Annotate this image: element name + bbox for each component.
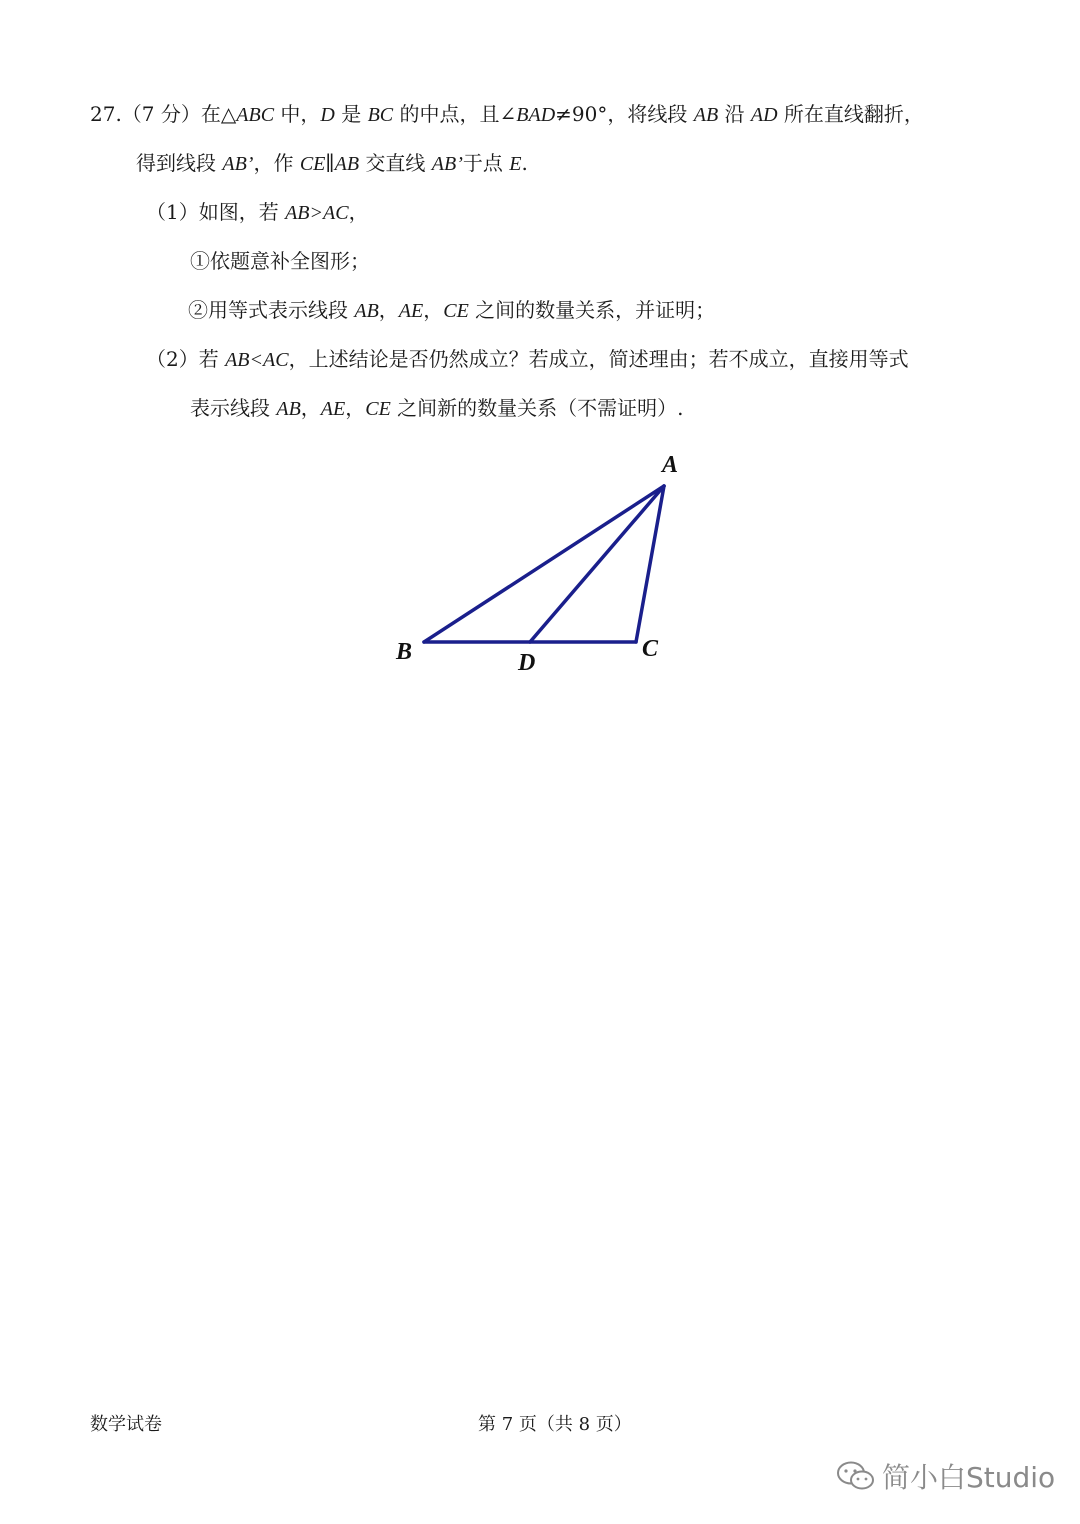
label-a: A xyxy=(662,452,679,478)
text: ， xyxy=(423,298,444,322)
segment-ab xyxy=(424,486,664,642)
label-d: D xyxy=(518,650,536,676)
math-bad: BAD xyxy=(516,104,556,126)
math-ab: AB xyxy=(354,300,379,322)
label-b: B xyxy=(396,639,413,665)
math-e: E xyxy=(509,153,522,175)
part-2-line-1 xyxy=(146,345,909,374)
text: 表示线段 xyxy=(190,396,277,420)
text: ， xyxy=(345,396,366,420)
footer-page-number: 第 7 页（共 8 页） xyxy=(478,1414,632,1435)
text: （1）如图，若 xyxy=(146,200,286,224)
question-line-2 xyxy=(136,149,528,178)
math-abc: ABC xyxy=(236,104,275,126)
math-ab-prime: AB’ xyxy=(431,153,463,175)
text: ，作 xyxy=(253,151,300,175)
math-ce: CE xyxy=(443,300,469,322)
label-c: C xyxy=(642,636,659,662)
math-ae: AE xyxy=(320,398,346,420)
part-2-line-2 xyxy=(190,394,684,423)
text: 中， xyxy=(274,102,321,126)
question-number: 27.（7 分）在△ xyxy=(90,102,237,126)
text: 沿 xyxy=(718,102,751,126)
text: ， xyxy=(300,396,321,420)
math-condition: AB>AC xyxy=(285,202,349,224)
text: 之间的数量关系，并证明； xyxy=(468,298,716,322)
footer-subject: 数学试卷 xyxy=(90,1414,162,1435)
text: ①依题意补全图形； xyxy=(190,249,370,273)
math-ce: CE xyxy=(365,398,391,420)
text: ②用等式表示线段 xyxy=(188,298,355,322)
figure-lines xyxy=(424,486,664,642)
math-d: D xyxy=(320,104,335,126)
part-1-heading xyxy=(146,198,369,227)
text: 之间新的数量关系（不需证明）. xyxy=(390,396,684,420)
math-ab: AB xyxy=(334,153,360,175)
math-bc: BC xyxy=(367,104,394,126)
text: 交直线 xyxy=(359,151,432,175)
math-ab: AB xyxy=(693,104,719,126)
text: 的中点，且∠ xyxy=(393,102,517,126)
text: 所在直线翻折， xyxy=(777,102,924,126)
math-ab-prime: AB’ xyxy=(222,153,254,175)
triangle-figure xyxy=(380,440,700,690)
text: 是 xyxy=(334,102,368,126)
segment-ad xyxy=(530,486,664,642)
wechat-icon xyxy=(836,1460,876,1492)
math-condition: AB<AC xyxy=(225,349,289,371)
math-ab: AB xyxy=(276,398,301,420)
text: ， xyxy=(378,298,399,322)
watermark xyxy=(836,1456,1055,1496)
parallel-symbol: ∥ xyxy=(325,153,335,175)
watermark-text: 简小白Studio xyxy=(882,1461,1056,1494)
math-ce: CE xyxy=(299,153,326,175)
segment-ac xyxy=(636,486,664,642)
part-1-item-1 xyxy=(190,247,370,275)
math-ad: AD xyxy=(750,104,778,126)
text: ≠90°，将线段 xyxy=(555,102,694,126)
text: （2）若 xyxy=(146,347,226,371)
text: 得到线段 xyxy=(136,151,223,175)
text: ，上述结论是否仍然成立？若成立，简述理由；若不成立，直接用等式 xyxy=(288,347,909,371)
part-1-item-2 xyxy=(188,296,715,325)
question-line-1 xyxy=(90,100,924,129)
text: . xyxy=(521,151,528,175)
math-ae: AE xyxy=(398,300,424,322)
text: ， xyxy=(348,200,369,224)
text: 于点 xyxy=(462,151,510,175)
